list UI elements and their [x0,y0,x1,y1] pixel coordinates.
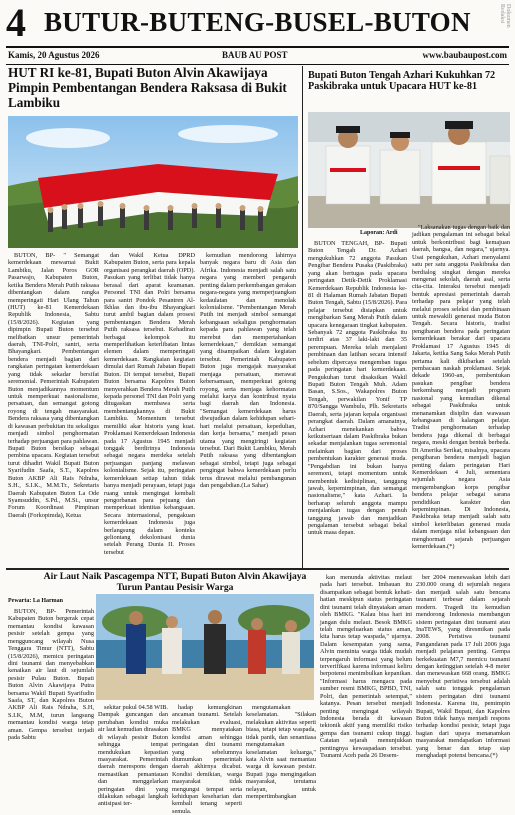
paskibraka-photo [308,112,510,228]
flag-ceremony-photo [8,116,298,248]
article1-column-2: dan Wakil Ketua DPRD Kabupaten Buton, serta para kepala organisasi perangkat daerah (OPD). Pasukan yang terlibat tidak hanya berasal dari aparat keamanan. Personel TNI dan Polri bersama para santri Pondok Pesantren Al-Ikhlas dan ibu-ibu Bhayangkari turut ambil bagian dalam prosesi pembentangan Bendera Merah Putih raksasa tersebut. Kehadiran berbagai kelompok itu memperlihatkan keterlibatan lintas elemen dalam memperingati kemerdekaan. Rangkaian kegiatan dimulai dari Rumah Jabatan Bupati Buton. Di tempat tersebut, Bupati Buton bersama Kapolres Buton menyerahkan Bendera Merah Putih kepada personel TNI dan Polri yang ditugaskan membawa serta membentangkannya di Bukit Lambiku. Momentum tersebut memiliki akar historis yang kuat. Proklamasi Kemerdekaan Indonesia pada 17 Agustus 1945 menjadi tonggak berdirinya Indonesia sebagai negara merdeka setelah perjuangan panjang melawan kolonialisme. Sejak itu, peringatan kemerdekaan setiap tahun tidak hanya menjadi perayaan, tetapi juga ruang untuk mengingat kembali pengorbanan para pejuang dan memperkuat identitas kebangsaan. Secara internasional, pengakuan kemerdekaan Indonesia juga berlangsung dalam konteks geliontang dekolonisasi dunia setelah Perang Dunia II. Proses tersebut [104,252,195,556]
article3-column-1: BUTON, BP- Pemerintah Kabupaten Buton bergerak cepat memantau kondisi kawasan pesisir setelah gempa yang mengguncang wilayah Nusa Tenggara Timur (NTT), Sabtu (15/8/2026), memicu peringatan dini tsunami dan menyebabkan kenaikan air laut di sejumlah pesisir Pulau Buton. Bupati Buton Alvin Akawijaya Putra bersama Wakil Bupati Syarifudin Saafa, ST, dan Kapolres Buton AKBP Ali Rais Ndraha, S.H, S.I.K, M.M, turun langsung memantau kondisi warga tetap aman. Gempa tersebut terjadi pada Sabtu [8,608,94,742]
article2-column-1: BUTON TENGAH, BP- Bupati Buton Tengah Dr. Azhari mengukuhkan 72 anggota Pasukan Pengibar Bendera Pusaka (Paskibraka) yang akan bertugas pada upacara peringatan Detik-Detik Proklamasi Kemerdekaan Republik Indonesia ke-81 di Halaman Rumah Jabatan Bupati Buton Tengah, Sabtu (15/8/2026). Para pelajar tersebut disiapkan untuk mengibarkan Sang Merah Putih dalam upacara kenegaraan tingkat kabupaten. Sebanyak 72 anggota Paskibraka itu terdiri atas 37 laki-laki dan 35 perempuan. Mereka telah menjalani pembinaan dan latihan secara intensif sebelum dipercaya mengemban tugas pada peringatan hari kemerdekaan. Pengukuhan turut disaksikan Wakil Bupati Buton Tengah Muh. Adam Basan, S.Sos., Wakapolres Buton Tengah, perwakilan Yonif TP 870/Sangga Wambulu, Plh. Sekretaris Daerah, serta jajaran kepala organisasi perangkat daerah. Dalam amanatnya, Azhari menekankan bahwa keikutsertaan dalam Paskibraka bukan sekadar menjalankan tugas seremonial melainkan bagian dari proses pembentukan karakter generasi muda. "Pengabdian ini bukan hanya seremoni, tetapi momentum untuk membentuk kedisiplinan, tanggung jawab, kepemimpinan, dan semangat nasionalisme," kata Azhari. Ia berharap seluruh anggota mampu menjalankan tugas dengan penuh tanggung jawab dan menjadikan pengalaman tersebut sebagai bekal untuk masa depan. [308,240,407,537]
masthead [6,2,509,44]
article3-column-3: hadap kemungkinan ancaman tsunami. Setelah melakukan evaluasi, BMKG menyatakan kondisi aman sehingga peringatan dini tsunami yang sebelumnya diumumkan pemerintah daerah akhirnya dicabut. Kondisi demikian, warga masyarakat tidak mengungsi tempat serta kehidupan keseharian dan kembali tenang seperti semula. [172,704,242,815]
article3-headline: Air Laut Naik Pascagempa NTT, Bupati Buton Alvin Akawijaya Turun Pantau Pesisir Warga [43,571,307,593]
article1-column-3: kemudian mendorong lahirnya banyak negara baru di Asia dan Afrika. Indonesia menjadi salah satu negara yang memberi pengaruh penting dalam perkembangan gerakan negara-negara yang memperjuangkan kedaulatan dan menolak kolonialisme. "Pembentangan Merah Putih ini menjadi simbol semangat kebangsaan sekaligus penghormatan kepada para pahlawan yang telah merebut dan mempertahankan kemerdekaan," demikian semangat yang disampaikan dalam kegiatan tersebut. Pemerintah Kabupaten Buton juga mengajak masyarakat menjaga persatuan, merawat kebersamaan, memperkuat gotong royong, serta menjaga kehormatan melalui karya dan kontribusi nyata bagi daerah dan Indonesia. "Semangat kemerdekaan harus diwujudkan dalam kehidupan sehari-hari melalui persatuan, kepedulian, dan kerja bersama," menjadi pesan utama yang mengiringi kegiatan tersebut. Dari Bukit Lambiku, Merah Putih raksasa yang dibentangkan sebagai simbol, tetapi juga sebagai pengingat bahwa kemerdekaan perlu terus dirawat melalui pembangunan dan pengabdian.(La Sahar) [200,252,296,490]
article3-photo-credit: Pewarta: La Harman [8,598,63,604]
article2-column-2: "Laksanakan tugas dengan baik dan jadikan pengalaman ini sebagai bekal untuk berkontribusi bagi kemajuan daerah, bangsa, dan negara," ujarnya. Usai pengukuhan, Azhari menyalami satu per satu anggota Paskibraka dan berdialog singkat dengan mereka mengenai sekolah, daerah asal, serta cita-cita. Interaksi tersebut menjadi bentuk apresiasi pemerintah daerah terhadap para pelajar yang telah melalui proses seleksi dan pembinaan untuk mewakili generasi muda Buton Tengah. Secara historis, tradisi pengibaran bendera pada peringatan kemerdekaan berakar dari upacara Proklamasi 17 Agustus 1945 di Jakarta, ketika Sang Saka Merah Putih pertama kali dikibarkan setelah pembacaan naskah proklamasi. Sejak dekade 1960-an, pembentukan pasukan pengibar bendera berkembang menjadi program nasional yang kemudian dikenal sebagai Paskibraka untuk menanamkan disiplin dan wawasan kebangsaan di kalangan pelajar. Tradisi penghormatan terhadap bendera juga dikenal di berbagai negara, meski dengan bentuk berbeda. Di Amerika Serikat, misalnya, upacara pengibaran bendera menjadi bagian penting dalam peringatan Hari Kemerdekaan 4 Juli, sementara sejumlah negara Asia mengembangkan korps pengibar bendera pelajar sebagai sarana pendidikan karakter dan kepemimpinan. Di Indonesia, Paskibraka tetap menjadi salah satu simbol keterlibatan generasi muda dalam menjaga nilai kebangsaan dan menghormati sejarah perjuangan kemerdekaan.(*) [412,224,510,551]
article3-column-4: mengutamakan keselamatan. "Silakan melakukan aktivitas seperti biasa, tetapi tetap waspada, tidak panik, dan senantiasa mengutamakan keselamatan keluarga," kata Alvin saat memantau warga di kawasan pesisir. Bupati juga mengingatkan masyarakat, terutama nelayan, untuk mempertimbangkan [246,704,316,801]
section-divider [6,568,509,570]
coastal-monitoring-photo [96,594,314,700]
article1-column-1: BUTON, BP- " Semangat kemerdekaan mewarnai Bukit Lambiku, Jalan Poros GOR Pasarwajo, Kabupaten Buton, ketika Bendera Merah Putih raksasa dibentangkan dalam rangka memperingati Hari Ulang Tahun (HUT) ke-81 Kemerdekaan Republik Indonesia, Sabtu (15/8/2026). Kegiatan yang dipimpin Bupati Buton tersebut melibatkan unsur pemerintah daerah, TNI-Polri, santri, serta Bhayangkari. Pembentangan bendera menjadi bagian dari rangkaian peringatan kemerdekaan yang tidak sekadar bersifat seremonial. Pemerintah Kabupaten Buton menjadikannya momentum untuk memperkuat nasionalisme, persatuan, dan semangat gotong royong di tengah masyarakat. Bendera raksasa yang dibentangkan di kawasan perbukitan itu sekaligus menjadi simbol penghormatan terhadap perjuangan para pahlawan. Bupati Buton bersikap sebagai pembina upacara. Kegiatan tersebut turut dihadiri Wakil Bupati Buton Syarifudin Saafa, S.T., Kapolres Buton AKBP Ali Rais Ndraha, S.H., S.I.K., M.M.Tr., Sekretaris Daerah Kabupaten Buton La Ode Syamsuddin, S.Pd., M.Si., unsur Forum Koordinasi Pimpinan Daerah (Forkopimda), Ketua [8,252,99,519]
page-number: 4 [6,0,26,45]
info-bar [6,46,509,65]
section-title: BUTUR-BUTENG-BUSEL-BUTON [44,7,471,37]
photo-credit: Laporan: Ardi [360,230,398,236]
column-divider [302,66,303,568]
article1-headline: HUT RI ke-81, Bupati Buton Alvin Akawijaya Pimpin Pembentangan Bendera Raksasa di Bukit Lambiku [8,65,287,110]
article3-column-2: sekitar pukul 04.58 WIB. Dampak guncangan dan perubahan kondisi muka air laut kemudian dirasakan di wilayah pesisir Buton sehingga tempat mendukukan kepastian masyarakat. Pemerintah daerah merespons dengan memastikan pemantauan dan menggelarkan peringatan dini yang dilakukan sebagai langkah antisipasi ter- [98,704,168,808]
article2-headline: Bupati Buton Tengah Azhari Kukuhkan 72 Paskibraka untuk Upacara HUT ke-81 [308,70,496,93]
article3-column-6: ber 2004 menewaskan lebih dari 230.000 orang di sejumlah negara dan menjadi salah satu bencana tsunami terbesar dalam sejarah modern. Tragedi itu kemudian mendorong Indonesia membangun sistem peringatan dini tsunami atau InaTEWS, yang diresmikan pada 2008. Peristiwa tsunami Pangandaran pada 17 Juli 2006 juga menjadi pelajaran penting. Gempa berkekuatan M7,7 memicu tsunami dengan ketinggian setelah 4-8 meter dan menewaskan 668 orang. BMKG menyebut peristiwa tersebut adalah salah satu tonggak pengalaman sistem peringatan dini tsunami Indonesia. Karena itu, pemimpin Bupati, Wakil Bupati, dan Kapolres Buton tidak hanya menjadi respons terhadap kondisi pesisir, tetapi juga bagian dari upaya menanamkan masyarakat mendapatkan informasi yang benar dan tetap siap menghadapi potensi bencana.(*) [416,574,510,760]
side-vertical-text: Dokumen Redaksi [499,4,511,28]
article3-column-5: kan menunda aktivitas melaut pada hari tersebut. Imbauan itu disampaikan sebagai bentuk kehati-hatian meskipun status peringatan dini tsunami telah dinyatakan aman oleh BMKG. "Kalau bisa hari ini jangan dulu melaut. Besok BMKG telah mengeluarkan status aman, kita harus tetap waspada," ujarnya. Dalam kesempatan yang sama, Alvin meminta warga tidak mudah terpengaruh informasi yang belum terverifikasi karena informasi keliru berpotensi menimbulkan kepanikan. "Informasi harus mengacu pada sumber resmi BMKG, BPBD, TNI, Polri, dan pemerintah setempat," katanya. Pesan tersebut menjadi penting mengingat wilayah Indonesia berada di kawasan tektonik aktif yang memiliki risiko gempa dan tsunami cukup tinggi. Catatan sejarah menunjukkan pentingnya kewaspadaan tersebut. Tsunami Aceh pada 26 Desem- [320,574,412,760]
brand-name: BAUB AU POST [222,50,288,60]
website-url[interactable]: www.baubaupost.com [422,50,507,60]
issue-date: Kamis, 20 Agustus 2026 [8,50,100,60]
